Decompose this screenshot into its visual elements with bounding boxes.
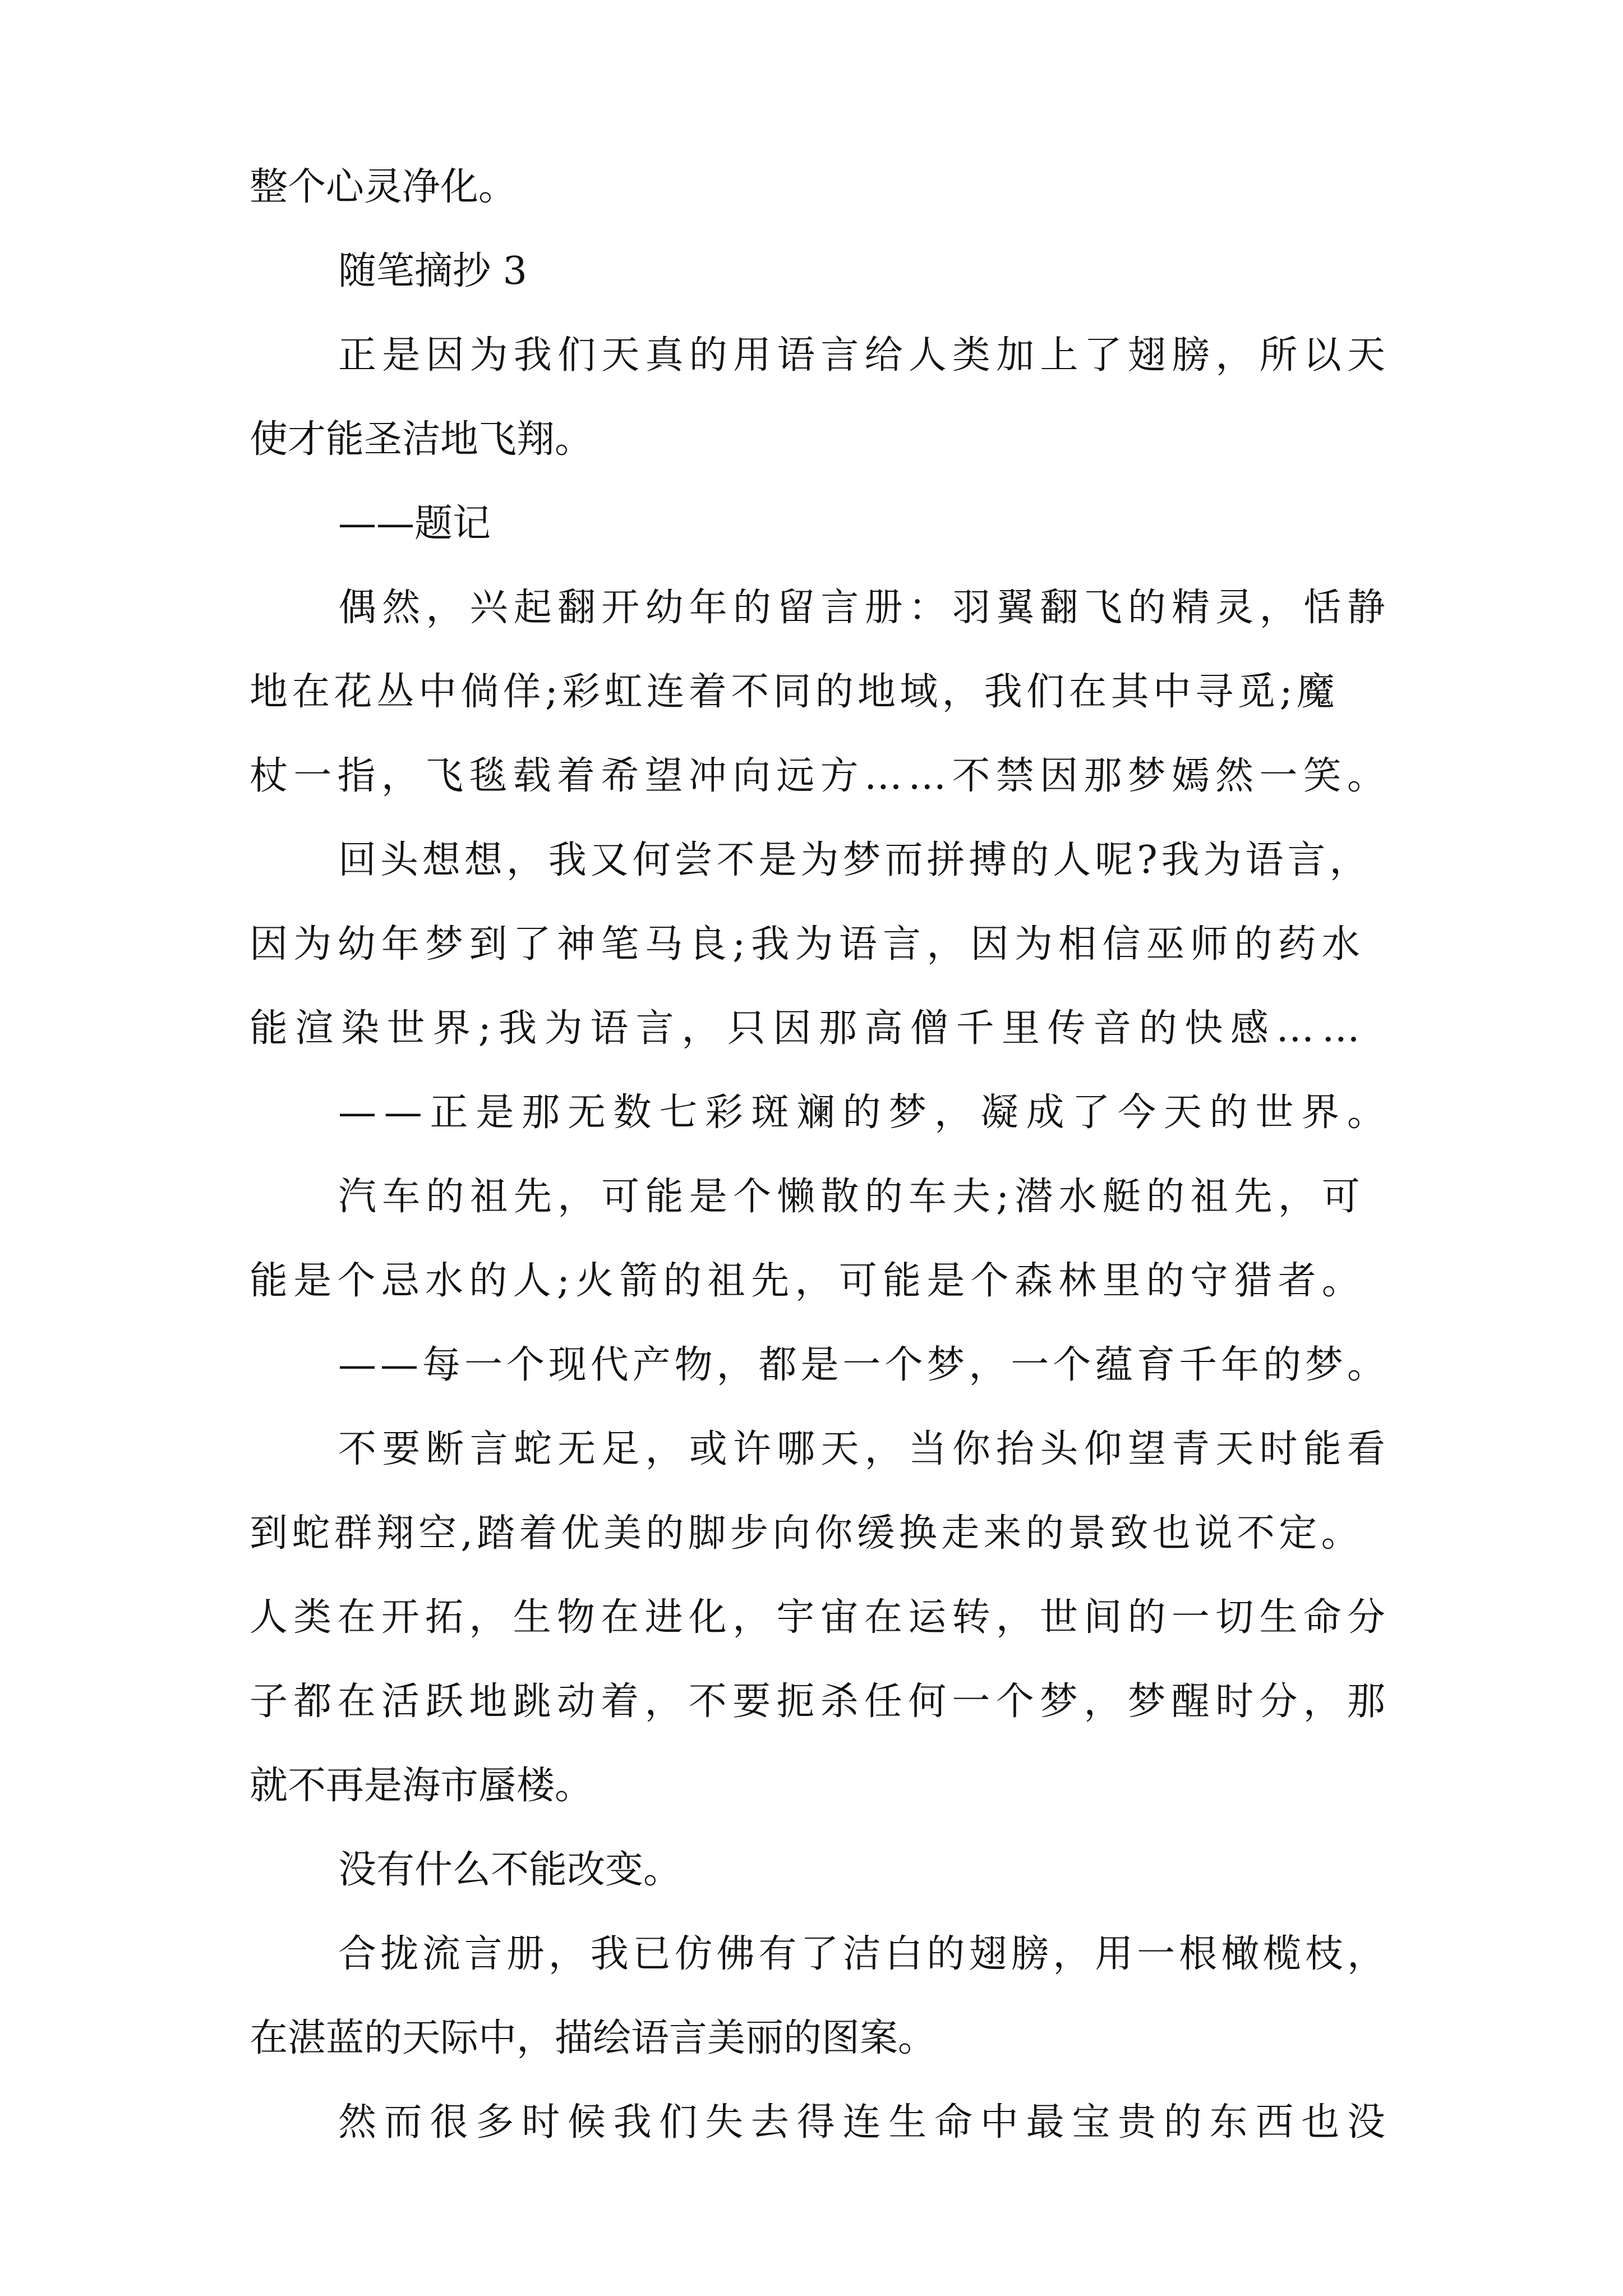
text-line: 使才能圣洁地飞翔。 [250, 417, 593, 462]
text-line: 没有什么不能改变。 [338, 1848, 682, 1892]
text-line: 偶然，兴起翻开幼年的留言册：羽翼翻飞的精灵，恬静 [338, 586, 1391, 630]
text-line: ——每一个现代产物，都是一个梦，一个蕴育千年的梦。 [338, 1343, 1389, 1387]
section-heading: 随笔摘抄 3 [338, 249, 527, 293]
text-line: 能渲染世界;我为语言，只因那高僧千里传音的快感…… [250, 1006, 1368, 1051]
text-line: 合拢流言册，我已仿佛有了洁白的翅膀，用一根橄榄枝， [338, 1932, 1389, 1976]
text-line: 回头想想，我又何尝不是为梦而拼搏的人呢?我为语言， [338, 838, 1372, 882]
text-line: 能是个忌水的人;火箭的祖先，可能是个森林里的守猎者。 [250, 1259, 1366, 1303]
text-line: 因为幼年梦到了神笔马良;我为语言，因为相信巫师的药水 [250, 922, 1366, 967]
text-line: ——正是那无数七彩斑斓的梦，凝成了今天的世界。 [338, 1091, 1393, 1135]
text-line: 到蛇群翔空,踏着优美的脚步向你缓换走来的景致也说不定。 [250, 1511, 1363, 1556]
text-line: 不要断言蛇无足，或许哪天，当你抬头仰望青天时能看 [338, 1427, 1391, 1471]
text-line: 在湛蓝的天际中，描绘语言美丽的图案。 [250, 2016, 937, 2060]
text-line: 杖一指，飞毯载着希望冲向远方……不禁因那梦嫣然一笑。 [250, 754, 1391, 798]
text-line: 整个心灵净化。 [250, 165, 517, 209]
text-line: 子都在活跃地跳动着，不要扼杀任何一个梦，梦醒时分，那 [250, 1680, 1391, 1724]
text-line: 人类在开拓，生物在进化，宇宙在运转，世间的一切生命分 [250, 1595, 1391, 1640]
text-line: 就不再是海市蜃楼。 [250, 1764, 593, 1808]
text-line: 然而很多时候我们失去得连生命中最宝贵的东西也没 [338, 2100, 1393, 2145]
text-line: 正是因为我们天真的用语言给人类加上了翅膀，所以天 [338, 333, 1391, 378]
text-line: 汽车的祖先，可能是个懒散的车夫;潜水艇的祖先，可 [338, 1175, 1366, 1219]
epigraph-attribution: ——题记 [338, 501, 491, 546]
text-line: 地在花丛中倘佯;彩虹连着不同的地域，我们在其中寻觅;魔 [250, 670, 1339, 714]
